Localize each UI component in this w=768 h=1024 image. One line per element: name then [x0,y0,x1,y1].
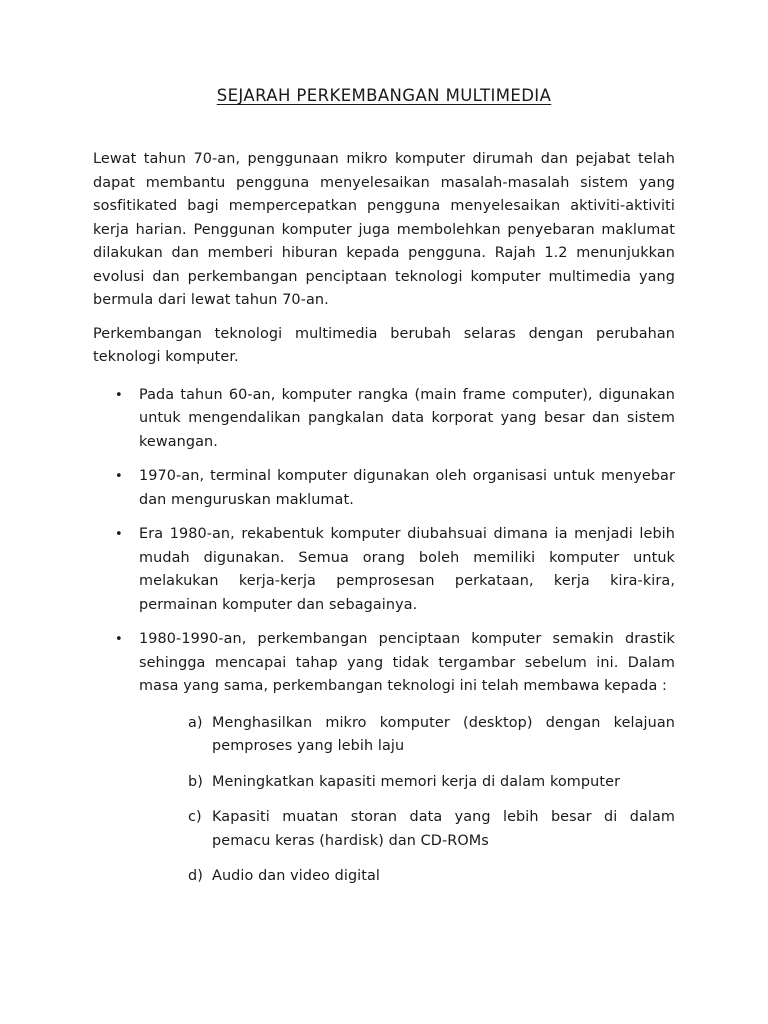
list-item-text: Pada tahun 60-an, komputer rangka (main frame computer), digunakan untuk mengendalikan pangkalan data korporat yang besar dan sistem kewangan. [139,386,675,450]
list-item [93,628,675,889]
bullet-list [93,384,675,889]
bullet-icon: • [115,527,123,542]
sub-list-marker: c) [188,809,202,825]
bullet-icon: • [115,387,123,403]
sub-list-item-text: Meningkatkan kapasiti memori kerja di dalam komputer [212,773,621,790]
sub-list-item [139,865,675,889]
sub-list-marker: a) [188,714,203,731]
paragraph-intro: Lewat tahun 70-an, penggunaan mikro komputer dirumah dan pejabat telah dapat membantu pengguna menyelesaikan masalah-masalah sistem yang sosfitikated bagi mempercepatkan pengguna menyelesaikan aktiviti-aktiviti kerja harian. Penggunan komputer juga membolehkan penyebaran maklumat dilakukan dan memberi hiburan kepada pengguna. Rajah 1.2 menunjukkan evolusi dan perkembangan penciptaan teknologi komputer multimedia yang bermula dari lewat tahun 70-an. [93,151,675,308]
paragraph-development: Perkembangan teknologi multimedia berubah selaras dengan perubahan teknologi komputer. [93,325,675,365]
document-body [93,148,675,901]
sub-list-item [139,712,675,759]
sub-list-item-text: Audio dan video digital [212,868,381,884]
sub-list [139,712,675,889]
bullet-icon: • [115,632,123,647]
list-item [93,465,675,512]
sub-list-marker: d) [188,868,203,884]
list-item-text: 1980-1990-an, perkembangan penciptaan komputer semakin drastik sehingga mencapai tahap yang tidak tergambar sebelum ini. Dalam masa yang sama, perkembangan teknologi ini telah membawa kepada : [139,631,675,694]
sub-list-item-text: Kapasiti muatan storan data yang lebih besar di dalam pemacu keras (hardisk) dan CD-ROMs [212,809,675,849]
sub-list-item [139,806,675,853]
sub-list-item-text: Menghasilkan mikro komputer (desktop) dengan kelajuan pemproses yang lebih laju [212,714,675,754]
list-item-text: Era 1980-an, rekabentuk komputer diubahsuai dimana ia menjadi lebih mudah digunakan. Semua orang boleh memiliki komputer untuk melakukan kerja-kerja pemprosesan perkataan, kerja kira-kira, permainan komputer dan sebagainya. [139,526,675,613]
sub-list-marker: b) [188,773,203,790]
document-title: SEJARAH PERKEMBANGAN MULTIMEDIA [216,86,552,105]
list-item [93,384,675,455]
list-item-text: 1970-an, terminal komputer digunakan oleh organisasi untuk menyebar dan menguruskan maklumat. [139,468,675,508]
list-item [93,523,675,617]
bullet-icon: • [115,469,123,484]
sub-list-item [139,771,675,795]
